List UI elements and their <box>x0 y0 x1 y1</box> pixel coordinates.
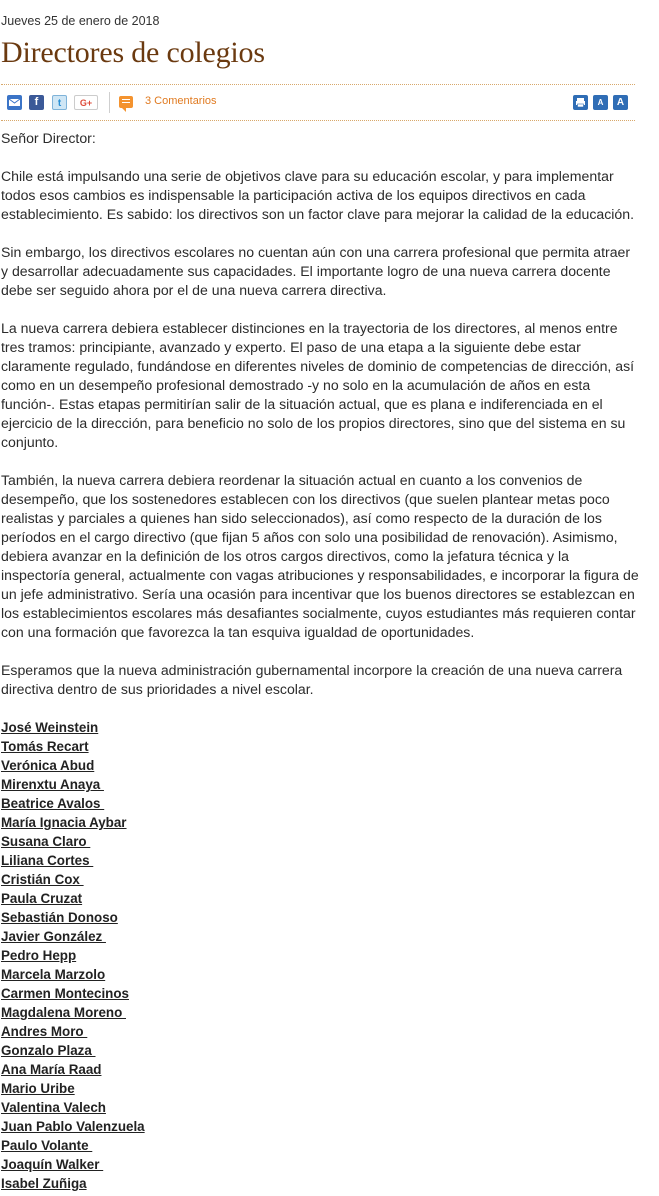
comments-link[interactable]: 3 Comentarios <box>145 95 217 107</box>
paragraph: Esperamos que la nueva administración gubernamental incorpore la creación de una nueva carrera directiva dentro de sus prioridades a nivel escolar. <box>1 662 623 697</box>
paragraph: También, la nueva carrera debiera reordenar la situación actual en cuanto a los convenios de desempeño, que los sostenedores establecen con los directivos (que suelen plantear metas poco realistas y parciales a quienes han sido seleccionados), así como respecto de la duración de los períodos en el cargo directivo (que fijan 5 años con solo una posibilidad de renovación). Asimismo, debiera avanzar en la definición de los otros cargos directivos, como la jefatura técnica y la inspectoría general, actualmente con vagas atribuciones y responsabilidades, e incorporar la figura de un jefe administrativo. Sería una ocasión para incentivar que los buenos directores se establezcan en los establecimientos escolares más desafiantes socialmente, cuyos estudiantes más requieren contar con una formación que favorezca la tan esquiva igualdad de oportunidades. <box>1 472 639 640</box>
article-body <box>1 129 641 718</box>
facebook-icon[interactable]: f <box>29 95 44 110</box>
signer-link[interactable]: Sebastián Donoso <box>1 910 118 925</box>
signer-link[interactable]: Paula Cruzat <box>1 891 83 906</box>
signer-link[interactable]: José Weinstein <box>1 720 99 735</box>
signer-link[interactable]: Gonzalo Plaza <box>1 1043 96 1058</box>
increase-font-button[interactable]: A <box>613 95 628 110</box>
signer-link[interactable]: Joaquín Walker <box>1 1157 104 1172</box>
signer-link[interactable]: Pedro Hepp <box>1 948 77 963</box>
share-toolbar <box>1 84 635 121</box>
signer-link[interactable]: Tomás Recart <box>1 739 89 754</box>
signer-link[interactable]: Verónica Abud <box>1 758 95 773</box>
signer-link[interactable]: Mario Uribe <box>1 1081 75 1096</box>
paragraph: La nueva carrera debiera establecer distinciones en la trayectoria de los directores, al menos entre tres tramos: principiante, avanzado y experto. El paso de una etapa a la siguiente debe estar claramente regulado, fundándose en diferentes niveles de dominio de competencias de dirección, así como en un desempeño profesional demostrado -y no solo en la acumulación de años en esta función-. Estas etapas permitirían salir de la situación actual, que es plana e indiferenciada en el ejercicio de la dirección, para beneficio no solo de los propios directores, sino que del sistema en su conjunto. <box>1 320 635 450</box>
signers-list <box>1 718 301 1193</box>
signer-link[interactable]: Juan Pablo Valenzuela <box>1 1119 145 1134</box>
signer-link[interactable]: Susana Claro <box>1 834 91 849</box>
signer-link[interactable]: Marcela Marzolo <box>1 967 106 982</box>
print-icon[interactable] <box>573 95 588 110</box>
signer-link[interactable]: Magdalena Moreno <box>1 1005 126 1020</box>
speech-bubble-icon[interactable] <box>119 96 133 108</box>
envelope-icon[interactable] <box>7 95 22 110</box>
signer-link[interactable]: Andres Moro <box>1 1024 88 1039</box>
signer-link[interactable]: Isabel Zuñiga <box>1 1176 87 1191</box>
signer-link[interactable]: Carmen Montecinos <box>1 986 129 1001</box>
signer-link[interactable]: Liliana Cortes <box>1 853 94 868</box>
signer-link[interactable]: Valentina Valech <box>1 1100 106 1115</box>
article-date: Jueves 25 de enero de 2018 <box>1 14 160 28</box>
signer-link[interactable]: Mirenxtu Anaya <box>1 777 104 792</box>
twitter-icon[interactable]: t <box>52 95 67 110</box>
article-title: Directores de colegios <box>1 36 265 69</box>
signer-link[interactable]: María Ignacia Aybar <box>1 815 127 830</box>
signer-link[interactable]: Cristián Cox <box>1 872 84 887</box>
signer-link[interactable]: Paulo Volante <box>1 1138 93 1153</box>
toolbar-divider <box>109 92 110 113</box>
google-plus-icon[interactable]: G+ <box>74 95 98 110</box>
signer-link[interactable]: Javier González <box>1 929 106 944</box>
paragraph: Sin embargo, los directivos escolares no cuentan aún con una carrera profesional que permita atraer y desarrollar adecuadamente sus capacidades. El importante logro de una nueva carrera docente debe ser seguido ahora por el de una nueva carrera directiva. <box>1 244 631 298</box>
decrease-font-button[interactable]: A <box>593 95 608 110</box>
greeting: Señor Director: <box>1 130 96 146</box>
signer-link[interactable]: Ana María Raad <box>1 1062 102 1077</box>
paragraph: Chile está impulsando una serie de objetivos clave para su educación escolar, y para implementar todos esos cambios es indispensable la participación activa de los equipos directivos en cada establecimiento. Es sabido: los directivos son un factor clave para mejorar la calidad de la educación. <box>1 168 634 222</box>
signer-link[interactable]: Beatrice Avalos <box>1 796 105 811</box>
